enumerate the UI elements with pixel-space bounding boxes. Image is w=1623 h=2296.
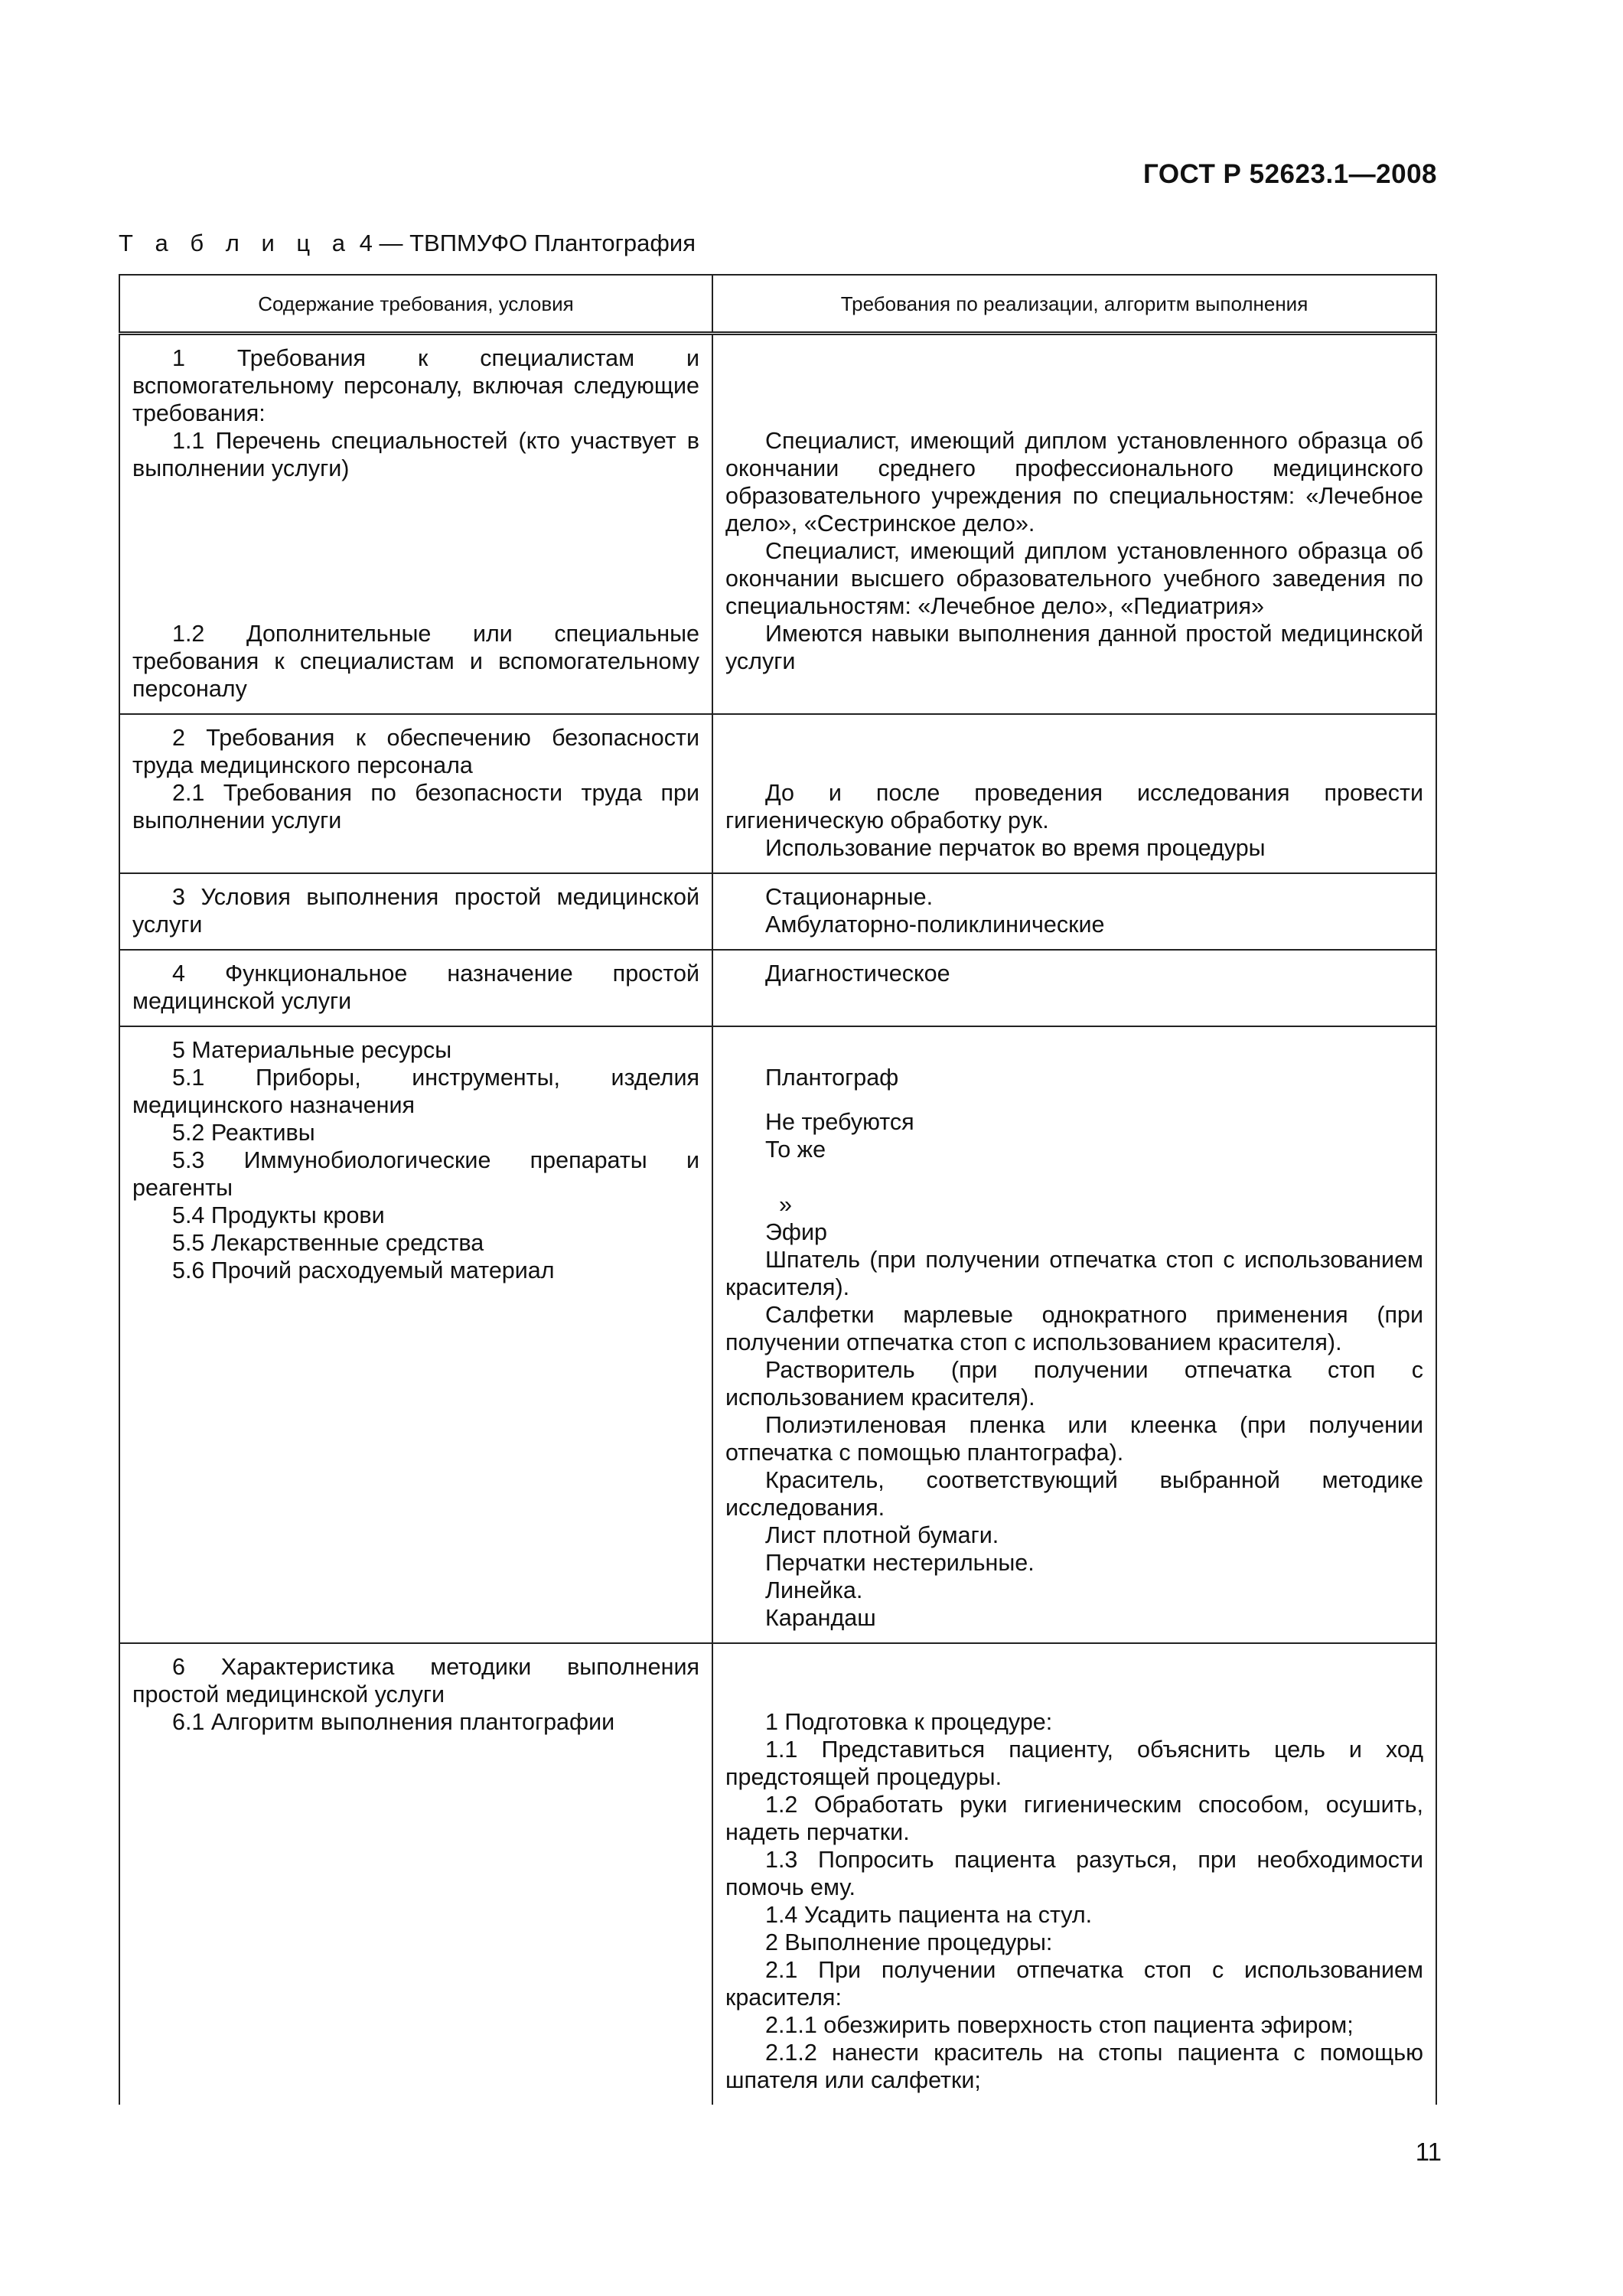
table-row (119, 1026, 1436, 1643)
row1-left-line2: 1.1 Перечень специальностей (кто участвует в выполнении услуги) (132, 428, 699, 481)
row2-right-spacer (725, 724, 1423, 779)
row6-implementation-cell (712, 1643, 1436, 2105)
row3-requirement-cell (119, 873, 712, 950)
row6-right-spacer (725, 1653, 1423, 1708)
row5-right-line12: Перчатки нестерильные. (765, 1550, 1035, 1576)
table-caption (119, 230, 696, 257)
row6-left-line1: 6 Характеристика методики выполнения простой медицинской услуги (132, 1654, 699, 1707)
row5-right-spacer-b (725, 1091, 1423, 1108)
row3-right-line2: Амбулаторно-поликлинические (765, 912, 1105, 938)
row3-left-line1: 3 Условия выполнения простой медицинской услуги (132, 884, 699, 938)
table-header-row (119, 275, 1436, 334)
row6-right-line9: 2.1.2 нанести краситель на стопы пациента с помощью шпателя или салфетки; (725, 2040, 1423, 2093)
row5-implementation-cell (712, 1026, 1436, 1643)
table-row (119, 334, 1436, 715)
page-number: 11 (1415, 2138, 1442, 2166)
row5-right-line6: Шпатель (при получении отпечатка стоп с использованием красителя). (725, 1247, 1423, 1300)
row5-right-line10: Краситель, соответствующий выбранной методике исследования. (725, 1467, 1423, 1521)
row6-right-line6: 2 Выполнение процедуры: (765, 1929, 1053, 1955)
row5-right-line2: Не требуются (765, 1109, 914, 1135)
requirements-table (119, 274, 1437, 2105)
row4-requirement-cell (119, 950, 712, 1026)
row1-requirement-cell (119, 334, 712, 715)
column-header-algorithm: Требования по реализации, алгоритм выполнения (712, 275, 1436, 334)
row5-left-line1: 5 Материальные ресурсы (172, 1037, 452, 1063)
column-header-conditions: Содержание требования, условия (119, 275, 712, 334)
row5-left-line7: 5.6 Прочий расходуемый материал (172, 1257, 555, 1283)
row2-right-line1: До и после проведения исследования провести гигиеническую обработку рук. (725, 780, 1423, 833)
row5-left-line3: 5.2 Реактивы (172, 1120, 315, 1146)
row5-left-line4: 5.3 Иммунобиологические препараты и реагенты (132, 1147, 699, 1201)
row5-right-spacer-a (725, 1036, 1423, 1064)
row4-left-line1: 4 Функциональное назначение простой медицинской услуги (132, 960, 699, 1014)
row5-right-line9: Полиэтиленовая пленка или клеенка (при получении отпечатка с помощью плантографа). (725, 1412, 1423, 1466)
row5-right-line1: Плантограф (765, 1065, 899, 1091)
row1-right-line1: Специалист, имеющий диплом установленного образца об окончании среднего профессионального медицинского образовательного учреждения по специальностям: «Лечебное дело», «Сестринское дело». (725, 428, 1423, 536)
row2-implementation-cell (712, 714, 1436, 873)
row2-left-line1: 2 Требования к обеспечению безопасности труда медицинского персонала (132, 725, 699, 778)
row6-right-line5: 1.4 Усадить пациента на стул. (765, 1902, 1093, 1928)
table-row (119, 1643, 1436, 2105)
row6-right-line7: 2.1 При получении отпечатка стоп с использованием красителя: (725, 1957, 1423, 2011)
table-row (119, 950, 1436, 1026)
document-id: ГОСТ Р 52623.1—2008 (1142, 159, 1437, 189)
row5-left-line6: 5.5 Лекарственные средства (172, 1230, 484, 1256)
row5-left-line2: 5.1 Приборы, инструменты, изделия медицинского назначения (132, 1065, 699, 1118)
row4-implementation-cell (712, 950, 1436, 1026)
row6-right-line2: 1.1 Представиться пациенту, объяснить цель и ход предстоящей процедуры. (725, 1737, 1423, 1790)
row5-left-line5: 5.4 Продукты крови (172, 1202, 385, 1228)
table-caption-title: 4 — ТВПМУФО Плантография (353, 230, 696, 256)
row5-right-line13: Линейка. (765, 1577, 863, 1603)
row1-right-line3: Имеются навыки выполнения данной простой медицинской услуги (725, 621, 1423, 674)
row2-requirement-cell (119, 714, 712, 873)
row5-right-line14: Карандаш (765, 1605, 876, 1631)
table-row (119, 873, 1436, 950)
row1-implementation-cell (712, 334, 1436, 715)
row2-left-line2: 2.1 Требования по безопасности труда при выполнении услуги (132, 780, 699, 833)
row3-right-line1: Стационарные. (765, 884, 934, 910)
row1-left-line3: 1.2 Дополнительные или специальные требования к специалистам и вспомогательному персоналу (132, 621, 699, 702)
row5-right-line5: Эфир (765, 1219, 828, 1245)
row5-right-line3: То же (765, 1137, 826, 1163)
row6-right-line4: 1.3 Попросить пациента разуться, при необходимости помочь ему. (725, 1847, 1423, 1900)
row5-right-spacer-c (725, 1163, 1423, 1191)
table-row (119, 714, 1436, 873)
row6-right-line1: 1 Подготовка к процедуре: (765, 1709, 1053, 1735)
row5-right-line7: Салфетки марлевые однократного применения (при получении отпечатка стоп с использованием красителя). (725, 1302, 1423, 1355)
row1-right-line2: Специалист, имеющий диплом установленного образца об окончании высшего образовательного учебного заведения по специальностям: «Лечебное дело», «Педиатрия» (725, 538, 1423, 619)
row6-left-line2: 6.1 Алгоритм выполнения плантографии (172, 1709, 615, 1735)
row5-right-line4: » (779, 1192, 792, 1218)
row5-right-line8: Растворитель (при получении отпечатка стоп с использованием красителя). (725, 1357, 1423, 1411)
row6-right-line3: 1.2 Обработать руки гигиеническим способом, осушить, надеть перчатки. (725, 1792, 1423, 1845)
row6-requirement-cell (119, 1643, 712, 2105)
row5-requirement-cell (119, 1026, 712, 1643)
table-caption-prefix: Т а б л и ц а (119, 230, 354, 256)
row1-left-line1: 1 Требования к специалистам и вспомогательному персоналу, включая следующие требования: (132, 345, 699, 426)
row3-implementation-cell (712, 873, 1436, 950)
row6-right-line8: 2.1.1 обезжирить поверхность стоп пациента эфиром; (765, 2012, 1354, 2038)
row2-right-line2: Использование перчаток во время процедуры (765, 835, 1266, 861)
row5-right-line11: Лист плотной бумаги. (765, 1522, 999, 1548)
row1-right-spacer (725, 344, 1423, 427)
row4-right-line1: Диагностическое (765, 960, 950, 987)
row1-left-spacer (132, 482, 699, 620)
